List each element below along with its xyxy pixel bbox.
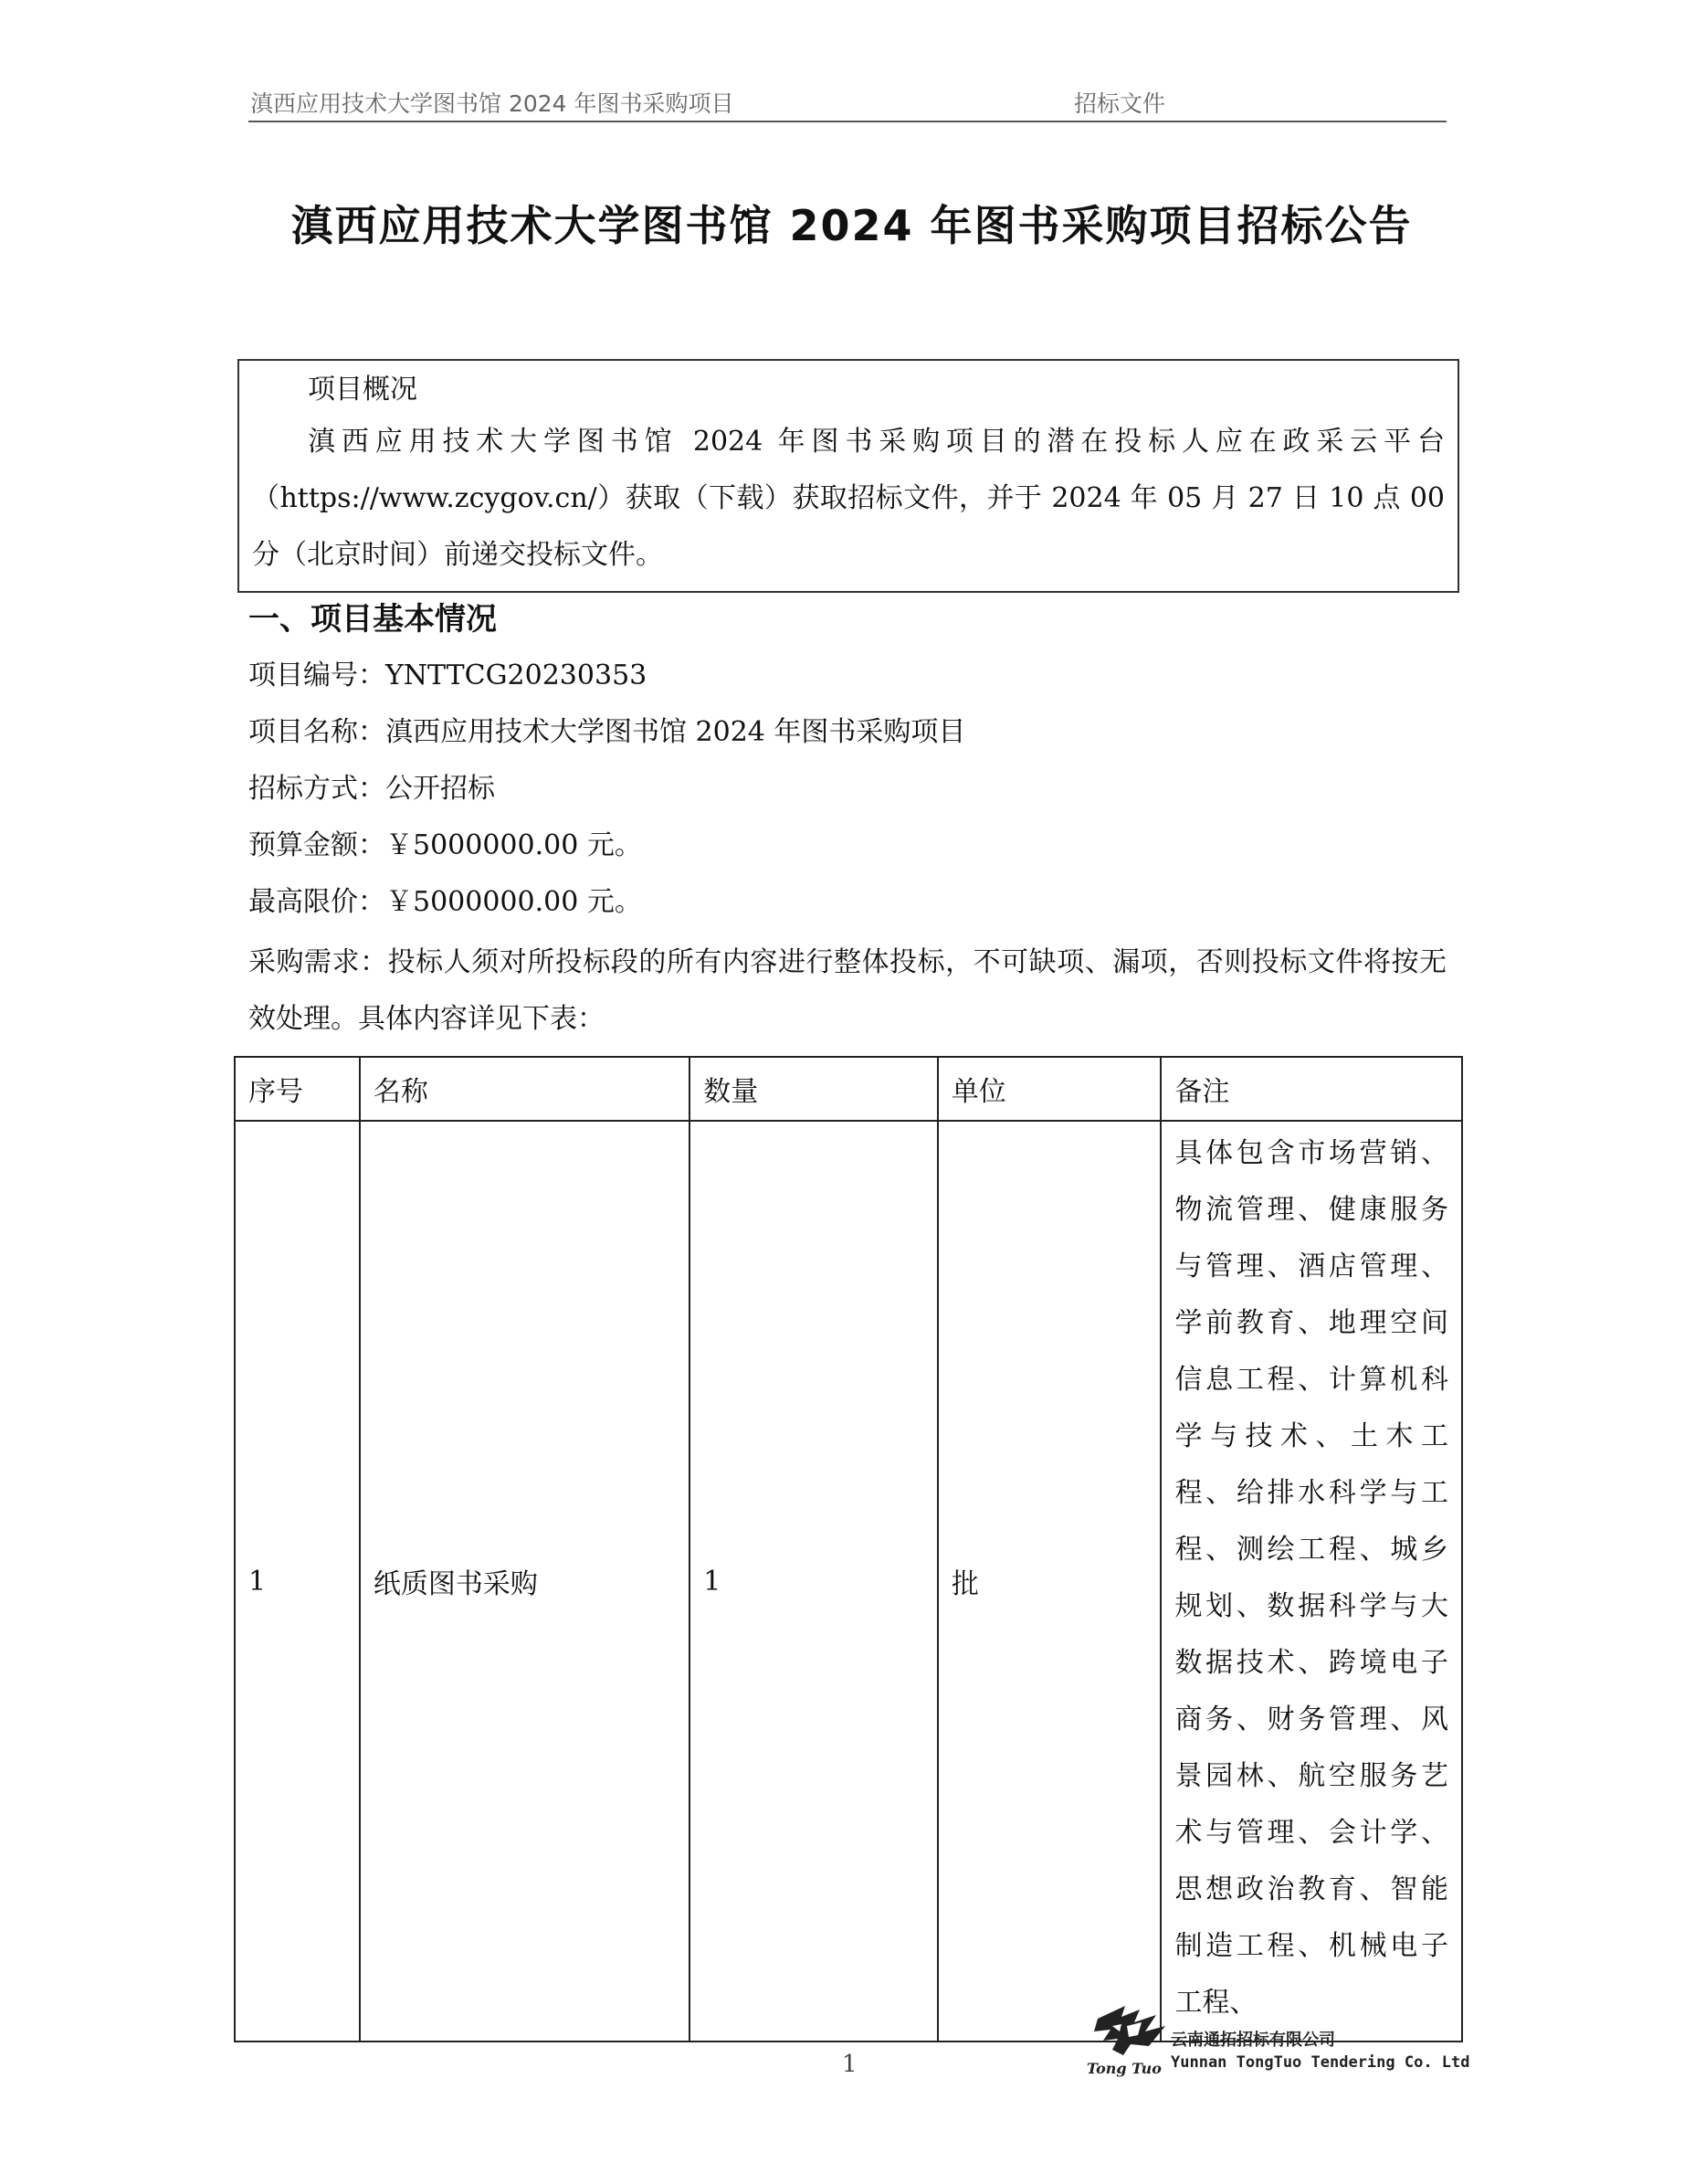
procurement-table: [234, 1056, 1463, 2042]
header-left: 滇西应用技术大学图书馆 2024 年图书采购项目: [250, 90, 734, 117]
svg-text:Tong Tuo: Tong Tuo: [1087, 2060, 1162, 2077]
company-name-cn: 云南通拓招标有限公司: [1171, 2031, 1335, 2050]
cell-name: 纸质图书采购: [360, 1121, 689, 2042]
col-header-unit: 单位: [938, 1057, 1162, 1121]
header-right: 招标文件: [1074, 90, 1166, 117]
col-header-qty: 数量: [689, 1057, 938, 1121]
max-price: 最高限价：￥5000000.00 元。: [248, 886, 642, 918]
table-header-row: [235, 1057, 1462, 1121]
page-title: 滇西应用技术大学图书馆 2024 年图书采购项目招标公告: [290, 201, 1413, 250]
budget-amount: 预算金额：￥5000000.00 元。: [248, 829, 642, 861]
project-overview-box: [237, 359, 1459, 593]
section-heading: 一、项目基本情况: [248, 601, 497, 638]
col-header-name: 名称: [360, 1057, 689, 1121]
company-logo-icon: [1085, 1999, 1176, 2081]
cell-no: 1: [235, 1121, 360, 2042]
project-number: 项目编号：YNTTCG20230353: [248, 659, 647, 691]
page-number: 1: [842, 2051, 858, 2078]
overview-body: 滇西应用技术大学图书馆 2024 年图书采购项目的潜在投标人应在政采云平台（https://www.zcygov.cn/）获取（下载）获取招标文件，并于 2024 年 05 月 27 日 10 点 00 分（北京时间）前递交投标文件。: [252, 426, 1445, 571]
cell-remark: 具体包含市场营销、物流管理、健康服务与管理、酒店管理、学前教育、地理空间信息工程、计算机科学与技术、土木工程、给排水科学与工程、测绘工程、城乡规划、数据科学与大数据技术、跨境电子商务、财务管理、风景园林、航空服务艺术与管理、会计学、思想政治教育、智能制造工程、机械电子工程、: [1161, 1121, 1462, 2042]
project-name: 项目名称：滇西应用技术大学图书馆 2024 年图书采购项目: [248, 716, 966, 748]
procurement-requirement: 采购需求：投标人须对所投标段的所有内容进行整体投标，不可缺项、漏项，否则投标文件将按无效处理。具体内容详见下表：: [248, 946, 1447, 1035]
col-header-remark: 备注: [1161, 1057, 1462, 1121]
col-header-no: 序号: [235, 1057, 360, 1121]
running-header: [248, 84, 1447, 122]
cell-qty: 1: [689, 1121, 938, 2042]
cell-unit: 批: [938, 1121, 1162, 2042]
overview-heading: 项目概况: [308, 374, 417, 406]
company-name-en: Yunnan TongTuo Tendering Co. Ltd: [1171, 2053, 1470, 2072]
tender-method: 招标方式：公开招标: [248, 773, 495, 805]
table-row: [235, 1121, 1462, 2042]
